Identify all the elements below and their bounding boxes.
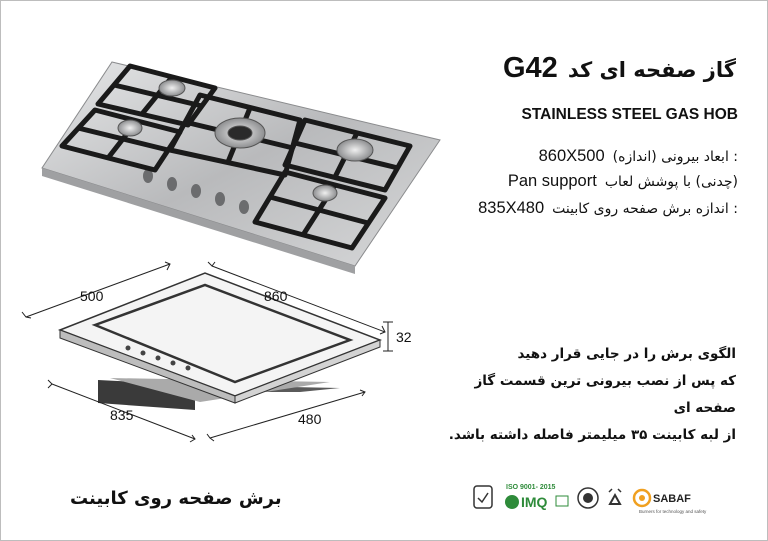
standard-seal-icon: [578, 488, 598, 508]
spec-label: (چدنی) با پوشش لعاب: [604, 174, 738, 190]
note-line: از لبه کابینت ۳۵ میلیمتر فاصله داشته باشد.: [448, 427, 736, 443]
title-label: گاز صفحه ای کد: [567, 58, 736, 82]
model-code: G42: [502, 52, 558, 84]
install-note: [436, 341, 736, 449]
dim-cut-width: 835: [110, 407, 134, 423]
note-line: الگوی برش را در جایی قرار دهید: [517, 346, 736, 362]
page-title: [503, 52, 736, 92]
svg-text:Burners for technology and saf: Burners for technology and safety: [639, 509, 707, 514]
svg-text:IMQ: IMQ: [521, 494, 548, 510]
spec-value: 835X480: [478, 199, 545, 217]
recycle-icon: [609, 489, 621, 504]
imq-logo: [505, 484, 568, 510]
dim-cut-depth: 480: [298, 411, 322, 427]
spec-value: Pan support: [507, 172, 597, 190]
svg-text:ISO 9001- 2015: ISO 9001- 2015: [506, 484, 556, 491]
spec-label: : اندازه برش صفحه روی کابینت: [552, 201, 738, 217]
spec-outer-size: [539, 147, 738, 166]
svg-text:SABAF: SABAF: [653, 493, 691, 505]
spec-value: 860X500: [538, 147, 605, 165]
cert-box-icon: [474, 486, 492, 508]
spec-label: : ابعاد بیرونی (اندازه): [612, 149, 738, 165]
cut-caption: برش صفحه روی کابینت: [70, 488, 282, 509]
spec-pan-support: [508, 172, 738, 191]
dim-depth: 500: [80, 288, 104, 304]
dim-height: 32: [396, 329, 412, 345]
note-line: که پس از نصب بیرونی ترین قسمت گاز صفحه ای: [474, 373, 736, 416]
certification-logos: [470, 478, 710, 518]
spec-cut-size: [478, 199, 738, 218]
sabaf-logo: [634, 490, 707, 514]
dim-width: 860: [264, 288, 288, 304]
product-subtitle: STAINLESS STEEL GAS HOB: [521, 106, 738, 123]
